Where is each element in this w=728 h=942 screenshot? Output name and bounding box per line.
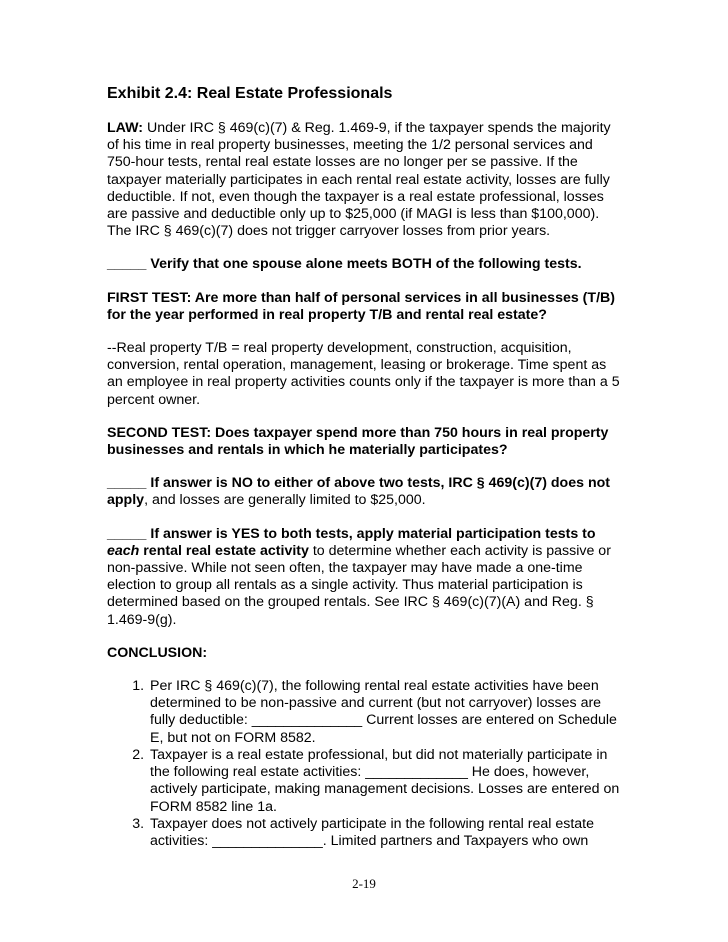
if-yes-bold: _____ If answer is YES to both tests, apply material participation tests to bbox=[107, 525, 596, 542]
law-text: Under IRC § 469(c)(7) & Reg. 1.469-9, if the taxpayer spends the majority of his time in real property businesses, meeting the 1/2 personal services and 750-hour tests, rental real estate losses are no longer per se passive. If the taxpayer materially participates in each rental real estate activity, losses are fully deductible. If not, even though the taxpayer is a real estate professional, losses are passive and deductible only up to $25,000 (if MAGI is less than $100,000). The IRC § 469(c)(7) does not trigger carryover losses from prior years. bbox=[107, 120, 611, 240]
list-item: 2. Taxpayer is a real estate professional, but did not materially participate in the following real estate activities: _____________ He does, however, actively participate, making management decisions. Losses are entered on FORM 8582 line 1a. bbox=[148, 747, 625, 816]
if-yes-rest: to determine whether each activity is passive or non-passive. While not seen often, the taxpayer may have made a one-time election to group all rentals as a single activity. Thus material participation is determined based on the grouped rentals. See IRC § 469(c)(7)(A) and Reg. § 1.469-9(g). bbox=[107, 542, 611, 628]
page-number: 2-19 bbox=[352, 876, 376, 891]
second-test: SECOND TEST: Does taxpayer spend more than 750 hours in real property businesses and rentals in which he materially participates? bbox=[107, 424, 609, 459]
law-label: LAW: bbox=[107, 120, 143, 136]
if-no-bold: _____ If answer is NO to either of above two tests, IRC § 469(c)(7) does not apply bbox=[107, 475, 611, 509]
exhibit-title: Exhibit 2.4: Real Estate Professionals bbox=[107, 85, 393, 102]
if-no-rest: , and losses are generally limited to $25,000. bbox=[144, 492, 426, 509]
first-test: FIRST TEST: Are more than half of personal services in all businesses (T/B) for the year performed in real property T/B and rental real estate? bbox=[107, 289, 615, 323]
law-paragraph bbox=[107, 120, 625, 240]
page-content bbox=[107, 84, 625, 850]
if-yes-bold-2: rental real estate activity bbox=[139, 542, 309, 559]
if-yes-paragraph bbox=[107, 526, 625, 629]
list-item: 1. Per IRC § 469(c)(7), the following rental real estate activities have been determined to be non-passive and current (but not carryover) losses are fully deductible: ______________ Current losses are entered on Schedule E, but not on FORM 8582. bbox=[148, 678, 625, 747]
if-no-paragraph bbox=[107, 475, 625, 509]
verify-line: _____ Verify that one spouse alone meets BOTH of the following tests. bbox=[107, 256, 582, 273]
if-yes-emphasis: each bbox=[107, 542, 140, 559]
real-property-definition: --Real property T/B = real property development, construction, acquisition, conversion, rental operation, management, leasing or brokerage. Time spent as an employee in real property activities counts only if the taxpayer is more than a 5 percent owner. bbox=[107, 340, 620, 408]
conclusion-label: CONCLUSION: bbox=[107, 644, 208, 661]
conclusion-list bbox=[107, 678, 625, 850]
list-item: 3. Taxpayer does not actively participate in the following rental real estate activities: ______________. Limited partners and Taxpayers who own bbox=[148, 816, 625, 850]
